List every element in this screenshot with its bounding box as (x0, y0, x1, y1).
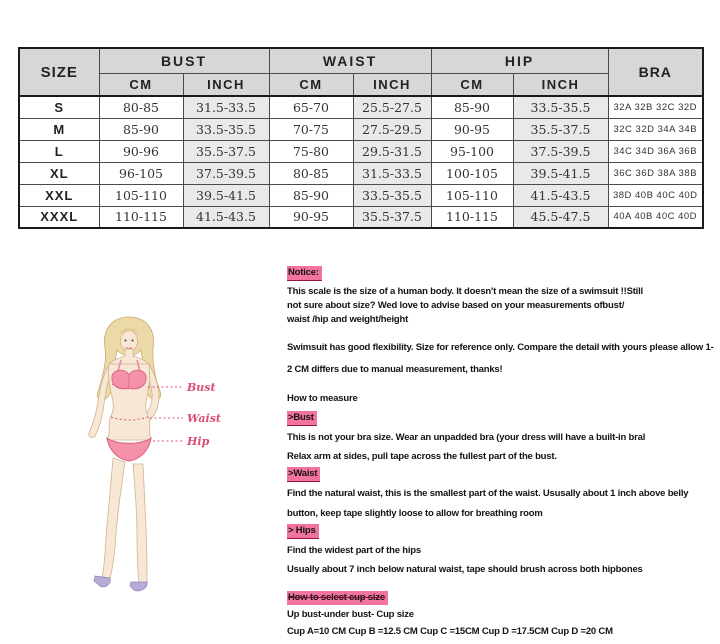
header-waist-inch: INCH (353, 74, 431, 97)
table-row-m (19, 118, 703, 140)
notice-title: Notice: (287, 266, 322, 281)
table-row-xxl (19, 184, 703, 206)
size-cell: XXL (19, 184, 99, 206)
left-eye (124, 339, 126, 341)
cup-instruction-1: Up bust-under bust- Cup size (287, 609, 414, 620)
hip-cm-cell: 110-115 (431, 206, 513, 228)
hip-inch-cell: 35.5-37.5 (513, 118, 608, 140)
right-leg (133, 464, 147, 583)
bust-inch-cell: 41.5-43.5 (183, 206, 269, 228)
waist-cm-cell: 65-70 (269, 96, 353, 118)
size-cell: M (19, 118, 99, 140)
hip-inch-cell: 45.5-47.5 (513, 206, 608, 228)
waist-cm-cell: 80-85 (269, 162, 353, 184)
left-leg (102, 458, 125, 579)
right-shoe (130, 582, 147, 591)
size-cell: XL (19, 162, 99, 184)
bust-cm-cell: 110-115 (99, 206, 183, 228)
size-cell: XXXL (19, 206, 99, 228)
header-waist-cm: CM (269, 74, 353, 97)
figure-illustration (55, 298, 285, 613)
hip-inch-cell: 39.5-41.5 (513, 162, 608, 184)
header-bust-inch: INCH (183, 74, 269, 97)
header-bust-cm: CM (99, 74, 183, 97)
cup-instruction-2: Cup A=10 CM Cup B =12.5 CM Cup C =15CM Cup D =17.5CM Cup D =20 CM (287, 625, 613, 637)
notice-section (287, 265, 720, 640)
bust-cm-cell: 105-110 (99, 184, 183, 206)
header-hip-cm: CM (431, 74, 513, 97)
notice-body: This scale is the size of a human body. It doesn't mean the size of a swimsuit !!Still not sure about size? Wed love to advise based on your measurements ofbust/ waist /hip and weight/height (287, 286, 643, 325)
waist-inch-cell: 27.5-29.5 (353, 118, 431, 140)
bra-cell: 36C 36D 38A 38B (608, 162, 703, 184)
size-chart-table (18, 47, 704, 229)
hip-cm-cell: 85-90 (431, 96, 513, 118)
waist-cm-cell: 70-75 (269, 118, 353, 140)
waist-inch-cell: 35.5-37.5 (353, 206, 431, 228)
waist-cm-cell: 85-90 (269, 184, 353, 206)
table-row-xxxl (19, 206, 703, 228)
bra-cell: 38D 40B 40C 40D (608, 184, 703, 206)
bust-section-label: >Bust (287, 411, 317, 426)
how-to-measure-title: How to measure (287, 393, 358, 404)
bust-cm-cell: 90-96 (99, 140, 183, 162)
header-hip: HIP (431, 48, 608, 74)
waist-label: Waist (187, 412, 221, 425)
waist-section-label: >Waist (287, 467, 320, 482)
waist-cm-cell: 75-80 (269, 140, 353, 162)
bust-cm-cell: 80-85 (99, 96, 183, 118)
waist-inch-cell: 25.5-27.5 (353, 96, 431, 118)
table-row-l (19, 140, 703, 162)
size-cell: S (19, 96, 99, 118)
hip-cm-cell: 105-110 (431, 184, 513, 206)
bra-cell: 32A 32B 32C 32D (608, 96, 703, 118)
bra-cell: 34C 34D 36A 36B (608, 140, 703, 162)
hip-inch-cell: 37.5-39.5 (513, 140, 608, 162)
waist-instruction: Find the natural waist, this is the smallest part of the waist. Ususally about 1 inch above belly button, keep tape slightly loose to allow for breathing room (287, 488, 689, 519)
bust-instruction-2: Relax arm at sides, pull tape across the fullest part of the bust. (287, 451, 557, 462)
hips-section-label: > Hips (287, 524, 319, 539)
bikini-bottom (107, 438, 151, 461)
hip-inch-cell: 41.5-43.5 (513, 184, 608, 206)
bust-inch-cell: 33.5-35.5 (183, 118, 269, 140)
hip-cm-cell: 95-100 (431, 140, 513, 162)
cup-size-title: How to select cup size (287, 591, 388, 605)
table-row-s (19, 96, 703, 118)
flexibility-note: Swimsuit has good flexibility. Size for reference only. Compare the detail with yours please allow 1-2 CM differs due to manual measurement, thanks! (287, 342, 714, 375)
table-row-xl (19, 162, 703, 184)
bust-inch-cell: 31.5-33.5 (183, 96, 269, 118)
hips-instruction-1: Find the widest part of the hips (287, 545, 421, 556)
bust-cm-cell: 85-90 (99, 118, 183, 140)
header-size: SIZE (19, 48, 99, 96)
header-waist: WAIST (269, 48, 431, 74)
hip-cm-cell: 90-95 (431, 118, 513, 140)
bra-cell: 32C 32D 34A 34B (608, 118, 703, 140)
bra-cell: 40A 40B 40C 40D (608, 206, 703, 228)
measurement-figure (55, 298, 285, 613)
table-header (19, 48, 703, 96)
hip-cm-cell: 100-105 (431, 162, 513, 184)
bust-instruction-1: This is not your bra size. Wear an unpadded bra (your dress will have a built-in bral (287, 432, 646, 443)
waist-cm-cell: 90-95 (269, 206, 353, 228)
left-shoe (94, 576, 110, 587)
bust-inch-cell: 39.5-41.5 (183, 184, 269, 206)
bust-cm-cell: 96-105 (99, 162, 183, 184)
header-bra: BRA (608, 48, 703, 96)
header-hip-inch: INCH (513, 74, 608, 97)
bust-inch-cell: 35.5-37.5 (183, 140, 269, 162)
header-bust: BUST (99, 48, 269, 74)
waist-inch-cell: 33.5-35.5 (353, 184, 431, 206)
size-cell: L (19, 140, 99, 162)
bust-label: Bust (187, 381, 216, 394)
hip-label: Hip (187, 435, 210, 448)
hips-instruction-2: Usually about 7 inch below natural waist, tape should brush across both hipbones (287, 564, 643, 575)
right-eye (131, 339, 133, 341)
waist-inch-cell: 31.5-33.5 (353, 162, 431, 184)
hip-inch-cell: 33.5-35.5 (513, 96, 608, 118)
waist-inch-cell: 29.5-31.5 (353, 140, 431, 162)
bust-inch-cell: 37.5-39.5 (183, 162, 269, 184)
